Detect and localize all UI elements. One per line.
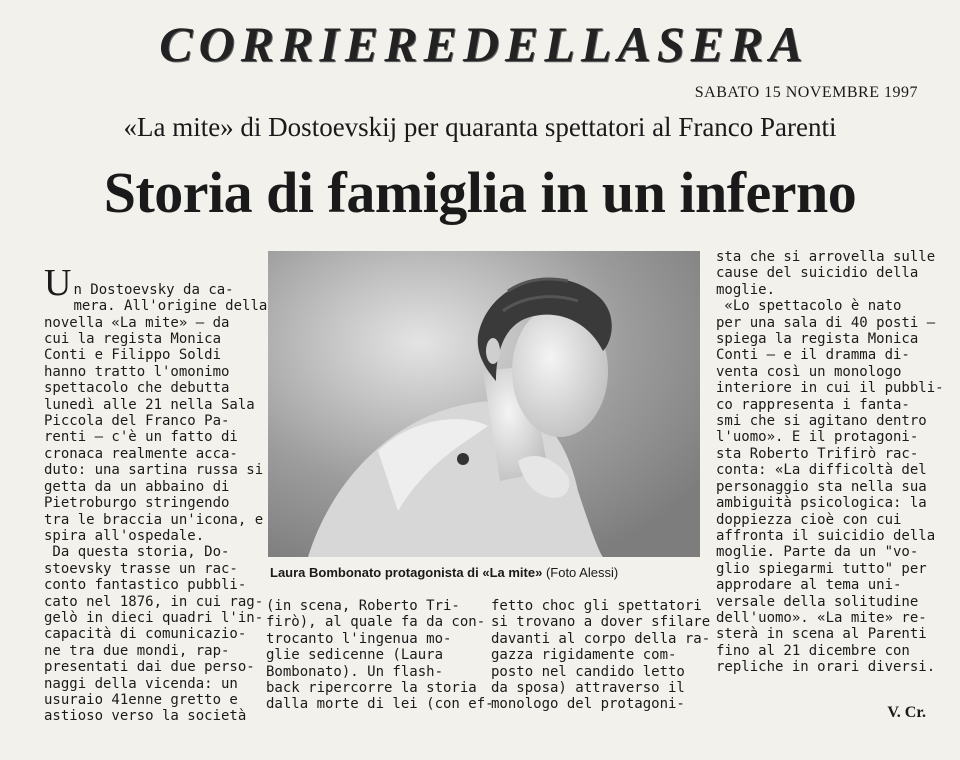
- article-column-2a: [266, 598, 494, 713]
- paragraph-5: sta che si arrovella sulle cause del suicidio della moglie.: [716, 249, 936, 298]
- paragraph-2: Da questa storia, Do- stoevsky trasse un rac- conto fantastico pubbli- cato nel 1876, in cui rag- gelò in dieci quadri l'in- capacità di comunicazio- ne tra due mondi, rap- presentati dai due perso- naggi della vicenda: un usuraio 41enne gretto e astioso verso la società: [44, 544, 264, 725]
- photo-caption: [270, 565, 700, 580]
- woman-portrait-image: [268, 251, 700, 557]
- paragraph-3: (in scena, Roberto Tri- firò), al quale fa da con- trocanto l'ingenua mo- glie sedicenne (Laura Bombonato). Un flash- back ripercorre la storia dalla morte di lei (con ef-: [266, 598, 494, 713]
- newspaper-masthead: CORRIEREDELLASERA: [159, 16, 809, 72]
- article-column-3: [716, 249, 944, 676]
- paragraph-4: fetto choc gli spettatori si trovano a dover sfilare davanti al corpo della ra- gazza rigidamente com- posto nel candido letto da sposa) attraverso il monologo del protagoni-: [491, 598, 711, 713]
- article-column-2b: [491, 598, 711, 713]
- article-headline: Storia di famiglia in un inferno: [103, 160, 857, 225]
- author-signature: V. Cr.: [887, 704, 926, 721]
- photo-credit: (Foto Alessi): [545, 565, 619, 580]
- paragraph-1: n Dostoevsky da ca- mera. All'origine della novella «La mite» — da cui la regista Monica Conti e Filippo Soldi hanno tratto l'omonimo spettacolo che debutta lunedì alle 21 nella Sala Piccola del Franco Pa- renti — c'è un fatto di cronaca realmente acca- duto: una sartina russa si getta da un abbaino di Pietroburgo stringendo tra le braccia un'icona, e spira all'ospedale.: [44, 281, 268, 544]
- article-photo: [268, 251, 700, 557]
- dateline: SABATO 15 NOVEMBRE 1997: [694, 84, 918, 101]
- article-column-1: [44, 249, 268, 741]
- drop-cap: U: [44, 262, 72, 305]
- article-kicker: «La mite» di Dostoevskij per quaranta spettatori al Franco Parenti: [123, 112, 837, 142]
- paragraph-6: «Lo spettacolo è nato per una sala di 40 posti — spiega la regista Monica Conti — e il dramma di- venta così un monologo interiore in cui il pubbli- co rappresenta i fanta- smi che si agitano dentro l'uomo». E il protagoni- sta Roberto Trifirò rac- conta: «La difficoltà del personaggio sta nella sua ambiguità psicologica: la doppiezza cioè con cui affronta il suicidio della moglie. Parte da un "vo- glio spiegarmi tutto" per approdare al tema uni- versale della solitudine dell'uomo». «La mite» re- sterà in scena al Parenti fino al 21 dicembre con repliche in orari diversi.: [716, 298, 944, 676]
- photo-caption-text: Laura Bombonato protagonista di «La mite»: [270, 565, 543, 580]
